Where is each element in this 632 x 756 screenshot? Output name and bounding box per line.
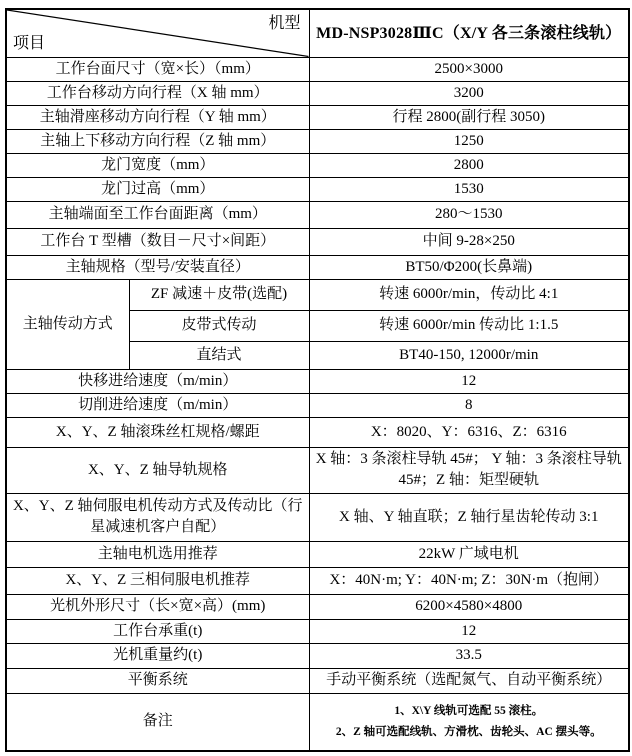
spec-value: X 轴：3 条滚柱导轨 45#； Y 轴：3 条滚柱导轨 45#；Z 轴：矩型硬轨	[309, 447, 629, 493]
note-line: 2、Z 轴可选配线轨、方滑枕、齿轮头、AC 摆头等。	[335, 725, 602, 738]
spec-row	[6, 594, 629, 619]
spec-label: 工作台面尺寸（宽×长）（mm）	[6, 57, 309, 81]
corner-label-item: 项目	[13, 34, 46, 52]
spec-value: 转速 6000r/min，传动比 4:1	[309, 279, 629, 310]
spec-label: X、Y、Z 轴导轨规格	[6, 447, 309, 493]
spec-row	[6, 105, 629, 129]
spec-row	[6, 201, 629, 228]
spec-row	[6, 619, 629, 643]
spec-label: X、Y、Z 三相伺服电机推荐	[6, 567, 309, 594]
spec-label: 龙门宽度（mm）	[6, 153, 309, 177]
spec-row	[6, 177, 629, 201]
spec-value: X 轴、Y 轴直联；Z 轴行星齿轮传动 3:1	[309, 493, 629, 541]
spec-row	[6, 668, 629, 693]
spec-value: BT50/Φ200(长鼻端)	[309, 255, 629, 279]
spec-value: 12	[309, 619, 629, 643]
spec-value: 2800	[309, 153, 629, 177]
spec-row	[6, 255, 629, 279]
spec-value: X：40N·m; Y：40N·m; Z：30N·m（抱闸）	[309, 567, 629, 594]
spec-row	[6, 643, 629, 668]
spec-value: 手动平衡系统（选配氮气、自动平衡系统）	[309, 668, 629, 693]
spec-row	[6, 567, 629, 594]
model-name: MD-NSP3028ⅢC（X/Y 各三条滚柱线轨）	[309, 9, 629, 57]
spec-value: 6200×4580×4800	[309, 594, 629, 619]
spec-label: 主轴规格（型号/安装直径）	[6, 255, 309, 279]
spec-sublabel: ZF 减速＋皮带(选配)	[129, 279, 309, 310]
spec-value: 行程 2800(副行程 3050)	[309, 105, 629, 129]
spec-row	[6, 393, 629, 417]
spec-table	[5, 8, 630, 752]
spec-label: 光机外形尺寸（长×宽×高）(mm)	[6, 594, 309, 619]
spec-row	[6, 493, 629, 541]
spec-label: 切削进给速度（m/min）	[6, 393, 309, 417]
notes-row	[6, 693, 629, 751]
spec-label: 主轴电机选用推荐	[6, 541, 309, 567]
spec-value: 1530	[309, 177, 629, 201]
spec-value: 12	[309, 369, 629, 393]
notes-content	[309, 693, 629, 751]
spec-label: 光机重量约(t)	[6, 643, 309, 668]
spec-value: 2500×3000	[309, 57, 629, 81]
spec-row	[6, 417, 629, 447]
spec-row	[6, 447, 629, 493]
spec-label: 主轴上下移动方向行程（Z 轴 mm）	[6, 129, 309, 153]
spec-value: BT40-150, 12000r/min	[309, 341, 629, 369]
spec-value: 3200	[309, 81, 629, 105]
spec-value: 33.5	[309, 643, 629, 668]
spec-value: 中间 9-28×250	[309, 228, 629, 255]
spec-label: 工作台承重(t)	[6, 619, 309, 643]
spec-label: 主轴滑座移动方向行程（Y 轴 mm）	[6, 105, 309, 129]
spec-label: X、Y、Z 轴滚珠丝杠规格/螺距	[6, 417, 309, 447]
spec-row-spindle-drive	[6, 279, 629, 310]
header-row	[6, 9, 629, 57]
spec-value: 22kW 广域电机	[309, 541, 629, 567]
spec-row	[6, 81, 629, 105]
spec-label: 主轴端面至工作台面距离（mm）	[6, 201, 309, 228]
spec-value: 转速 6000r/min 传动比 1:1.5	[309, 310, 629, 341]
spec-label: 龙门过高（mm）	[6, 177, 309, 201]
spec-label: 平衡系统	[6, 668, 309, 693]
spec-row	[6, 228, 629, 255]
diagonal-divider	[7, 10, 309, 57]
spec-row	[6, 129, 629, 153]
spec-row	[6, 57, 629, 81]
spec-label: 快移进给速度（m/min）	[6, 369, 309, 393]
spec-row	[6, 369, 629, 393]
corner-header-cell	[6, 9, 309, 57]
notes-label: 备注	[6, 693, 309, 751]
spec-value: X：8020、Y：6316、Z：6316	[309, 417, 629, 447]
spec-label: 工作台移动方向行程（X 轴 mm）	[6, 81, 309, 105]
spec-label: 工作台 T 型槽（数目－尺寸×间距）	[6, 228, 309, 255]
spec-value: 280～1530	[309, 201, 629, 228]
corner-label-model: 机型	[268, 15, 301, 32]
note-line: 1、X\Y 线轨可选配 55 滚柱。	[394, 704, 544, 717]
spec-value: 8	[309, 393, 629, 417]
spindle-drive-group-label: 主轴传动方式	[6, 279, 129, 369]
spec-sublabel: 直结式	[129, 341, 309, 369]
spec-value: 1250	[309, 129, 629, 153]
spec-label: X、Y、Z 轴伺服电机传动方式及传动比（行星减速机客户自配）	[6, 493, 309, 541]
spec-row	[6, 153, 629, 177]
spec-sublabel: 皮带式传动	[129, 310, 309, 341]
spec-row	[6, 541, 629, 567]
